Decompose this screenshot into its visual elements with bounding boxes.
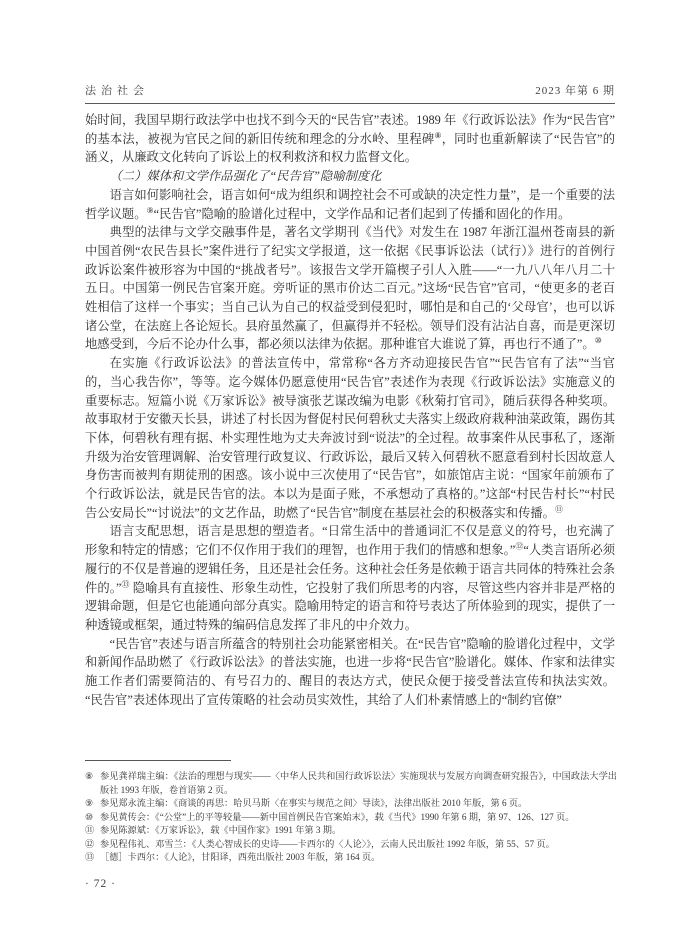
footnote-ref-13: ⑬ bbox=[121, 579, 130, 589]
paragraph-3 bbox=[85, 223, 615, 354]
footnote-ref-8: ⑧ bbox=[434, 130, 442, 140]
footnote-ref-11: ⑪ bbox=[554, 504, 563, 514]
paragraph-1 bbox=[85, 111, 615, 167]
paragraph-3-text: 典型的法律与文学交融事件是，著名文学期刊《当代》对发生在 1987 年浙江温州苍南县的新中国首例“农民告县长”案件进行了纪实文学报道，这一依据《民事诉讼法（试行）》进行的首例行政诉讼案件被形容为中国的“挑战者号”。该报告文学开篇楔子引人入胜——“一九八八年八月二十五日。中国第一例民告官案开庭。旁听证的黑市价达二百元。”这场“民告官”官司，“使更多的老百姓相信了这样一个事实；当自己认为自己的权益受到侵犯时，哪怕是和自己的‘父母官’，也可以诉诸公堂，在法庭上各论短长。县府虽然赢了，但赢得并不轻松。领导们没有沾沾自喜，而是更深切地感受到，今后不论办什么事，都必须以法律为依据。那种谁官大谁说了算，再也行不通了”。 bbox=[85, 225, 615, 352]
footnote-item bbox=[85, 824, 617, 838]
header-rule bbox=[85, 103, 615, 104]
footnote-item bbox=[85, 797, 617, 811]
paragraph-4-text: 在实施《行政诉讼法》的普法宣传中，常常称“各方齐动迎接民告官”“民告官有了法”“当官的，当心我告你”，等等。迄今媒体仍愿意使用“民告官”表述作为表现《行政诉讼法》实施意义的重要标志。短篇小说《万家诉讼》被导演张艺谋改编为电影《秋菊打官司》，随后获得各种奖项。故事取材于安徽天长县，讲述了村长因为督促村民何碧秋丈夫落实上级政府栽种油菜政策，踢伤其下体，何碧秋有理有据、朴实理性地为丈夫奔波讨到“说法”的全过程。故事案件从民事私了，逐渐升级为治安管理调解、治安管理行政复议、行政诉讼，最后又转入何碧秋不愿意看到村长因故意人身伤害而被判有期徒刑的困惑。该小说中三次使用了“民告官”，如旅馆店主说：“国家年前颁布了个行政诉讼法，就是民告官的法。本以为是面子账，不承想动了真格的。”这部“村民告村长”“村民告公安局长”“讨说法”的文艺作品，助燃了“民告官”制度在基层社会的积极落实和传播。 bbox=[85, 356, 615, 520]
paragraph-5 bbox=[85, 522, 615, 634]
paragraph-1-text: 始时间，我国早期行政法学中也找不到今天的“民告官”表述。1989 年《行政诉讼法》作为“民告官”的基本法，被视为官民之间的新旧传统和理念的分水岭、里程碑 bbox=[85, 113, 615, 146]
issue-label: 2023 年第 6 期 bbox=[535, 85, 615, 97]
section-heading: （二）媒体和文学作品强化了“民告官”隐喻制度化 bbox=[109, 169, 382, 184]
paragraph-5-text-end: 隐喻具有直接性、形象生动性，它投射了我们所思考的内容，尽管这些内容并非是严格的逻辑命题，但是它也能通向部分真实。隐喻用特定的语言和符号表达了所体验到的现实，提供了一种透镜或框架，通过特殊的编码信息发挥了非凡的中介效力。 bbox=[85, 580, 616, 632]
paragraph-6-text: “民告官”表述与语言所蕴含的特别社会功能紧密相关。在“民告官”隐喻的脸谱化过程中，文学和新闻作品助燃了《行政诉讼法》的普法实施，也进一步将“民告官”脸谱化。媒体、作家和法律实施工作者们需要简洁的、有号召力的、醒目的表达方式，使民众便于接受普法宣传和执法实效。“民告官”表述体现出了宣传策略的社会动员实效性，其给了人们朴素情感上的“制约官僚” bbox=[85, 636, 615, 707]
paragraph-4 bbox=[85, 354, 615, 522]
paragraph-2-text: 语言如何影响社会，语言如何“成为组织和调控社会不可或缺的决定性力量”，是一个重要的法哲学议题。 bbox=[85, 187, 615, 221]
footnote-text: 参见黄传会：《“公堂”上的平等较量——新中国首例民告官案始末》，载《当代》1990 年第 6 期，第 97、126、127 页。 bbox=[100, 811, 575, 822]
footnote-ref-12: ⑫ bbox=[515, 542, 524, 552]
paragraph-5-text-cont: “人类言语所必须履行的不仅是普遍的逻辑任务，且还是社会任务。这种社会任务是依赖于语言共同体的特殊社会条件的。” bbox=[85, 543, 615, 595]
footnote-marker: ⑫ bbox=[85, 838, 95, 849]
footnote-marker: ⑨ bbox=[85, 798, 94, 808]
footnote-marker: ⑩ bbox=[85, 811, 94, 822]
footnote-item bbox=[85, 851, 617, 865]
footnote-text: 参见程伟礼、邓雪兰：《人类心智成长的史诗——卡西尔的〈人论〉》，云南人民出版社 1992 年版，第 55、57 页。 bbox=[100, 838, 555, 849]
footnote-ref-10: ⑩ bbox=[594, 336, 602, 346]
footnote-text: 参见龚祥瑞主编：《法治的理想与现实——〈中华人民共和国行政诉讼法〉实施现状与发展方向调查研究报告》，中国政法大学出版社 1993 年版，卷首语第 2 页。 bbox=[100, 771, 617, 795]
footnote-text: 参见陈源斌：《万家诉讼》，载《中国作家》1991 年第 3 期。 bbox=[100, 825, 342, 835]
paragraph-1-text-cont: ，同时也重新解读了“民告官”的涵义，从廉政文化转向了诉讼上的权利救济和权力监督文化。 bbox=[85, 131, 615, 165]
footnotes-block bbox=[85, 770, 617, 865]
paragraph-2-text-cont: “民告官”隐喻的脸谱化过程中，文学作品和记者们起到了传播和固化的作用。 bbox=[153, 206, 571, 221]
article-body bbox=[85, 111, 615, 710]
footnote-text: ［德］卡西尔：《人论》，甘阳译，西苑出版社 2003 年版，第 164 页。 bbox=[100, 852, 381, 862]
paragraph-5-text: 语言支配思想，语言是思想的塑造者。“日常生活中的普通词汇不仅是意义的符号，也充满了形象和特定的情感；它们不仅作用于我们的理智，也作用于我们的情感和想象。” bbox=[85, 524, 615, 558]
footnote-item bbox=[85, 811, 617, 825]
footnote-text: 参见郑永流主编：《商谈的再思：哈贝马斯〈在事实与规范之间〉导读》，法律出版社 2010 年版，第 6 页。 bbox=[100, 798, 528, 808]
footnote-marker: ⑪ bbox=[85, 825, 95, 835]
page-header bbox=[85, 82, 615, 98]
paragraph-2 bbox=[85, 186, 615, 223]
journal-title: 法治社会 bbox=[85, 85, 149, 97]
footnote-ref-9: ⑨ bbox=[146, 205, 154, 215]
paragraph-6 bbox=[85, 635, 615, 710]
footnote-item bbox=[85, 838, 617, 852]
footnote-item bbox=[85, 770, 617, 797]
footnote-marker: ⑬ bbox=[85, 852, 95, 862]
footnote-separator bbox=[85, 760, 231, 761]
footnote-marker: ⑧ bbox=[85, 771, 94, 781]
page-number: · 72 · bbox=[85, 878, 116, 890]
